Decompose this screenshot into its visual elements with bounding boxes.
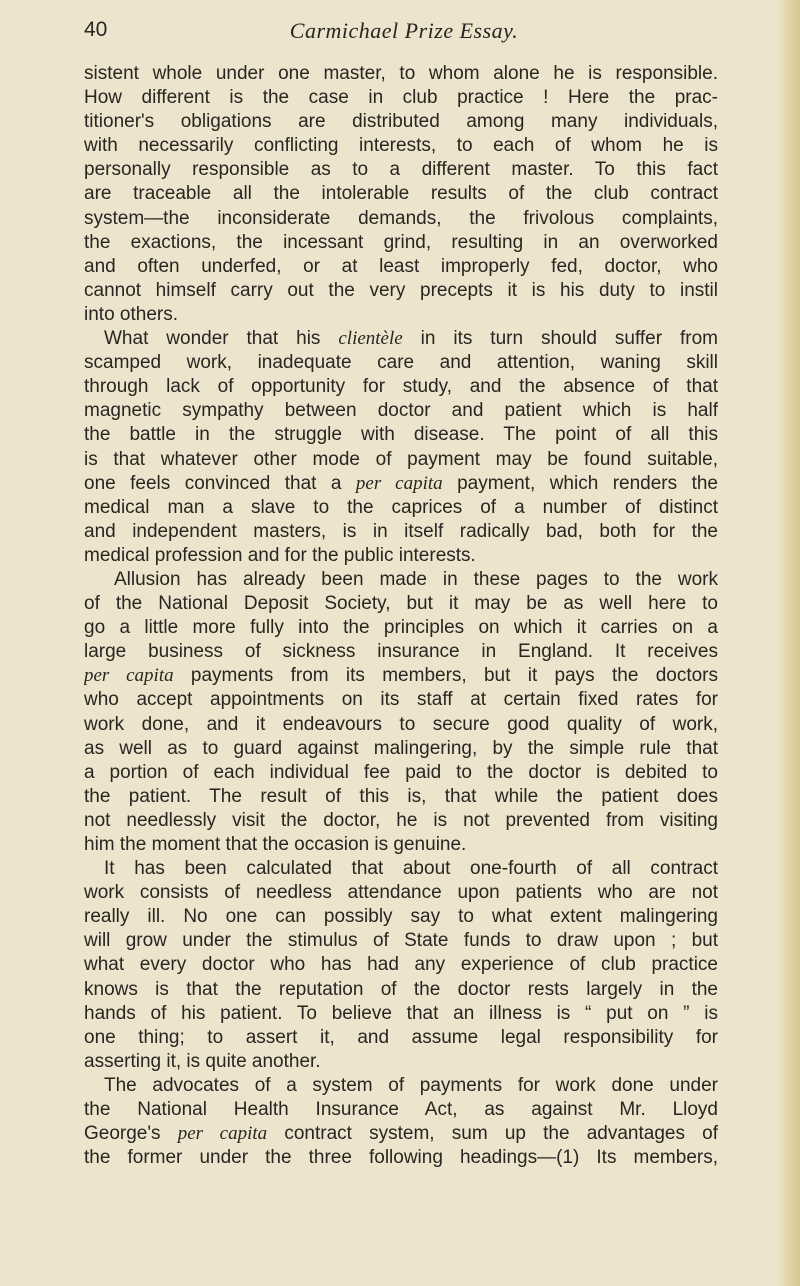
text-line: a portion of each individual fee paid to the doctor is debited to — [84, 761, 718, 783]
text-line: the battle in the struggle with disease. The point of all this — [84, 424, 718, 446]
text-line: Allusion has already been made in these pages to the work — [114, 568, 718, 590]
text-line: are traceable all the intolerable results of the club contract — [84, 183, 718, 205]
text-line: through lack of opportunity for study, and the absence of that — [84, 376, 718, 398]
text-line: not needlessly visit the doctor, he is not prevented from visiting — [84, 809, 718, 831]
text-line: will grow under the stimulus of State funds to draw upon ; but — [84, 930, 718, 952]
text-line: and often underfed, or at least improperly fed, doctor, who — [84, 255, 718, 277]
text-line: with necessarily conflicting interests, to each of whom he is — [84, 135, 718, 157]
text-line: medical profession and for the public interests. — [84, 544, 476, 566]
text-segment: in its turn should suffer from — [402, 328, 718, 350]
text-line: work consists of needless attendance upon patients who are not — [84, 882, 718, 904]
body-text — [84, 62, 718, 1170]
text-line: go a little more fully into the principles on which it carries on a — [84, 617, 718, 639]
text-line: him the moment that the occasion is genuine. — [84, 834, 467, 855]
text-line: one thing; to assert it, and assume legal responsibility for — [84, 1026, 718, 1048]
text-line: the patient. The result of this is, that while the patient does — [84, 785, 718, 807]
page-edge — [778, 0, 800, 1286]
text-line: is that whatever other mode of payment may be found suitable, — [84, 448, 718, 470]
text-line: system—the inconsiderate demands, the frivolous complaints, — [84, 207, 718, 229]
text-line — [84, 664, 718, 688]
text-line: into others. — [84, 303, 178, 325]
text-line: what every doctor who has had any experience of club practice — [84, 954, 718, 976]
text-segment: contract system, sum up the advantages of — [267, 1123, 718, 1145]
text-line: titioner's obligations are distributed among many individuals, — [84, 111, 718, 133]
italic-phrase: clientèle — [338, 328, 403, 350]
running-title: Carmichael Prize Essay. — [289, 18, 519, 43]
text-line: It has been calculated that about one-fourth of all contract — [104, 858, 718, 880]
text-line: asserting it, is quite another. — [84, 1050, 321, 1072]
text-line: really ill. No one can possibly say to what extent malingering — [84, 906, 718, 928]
text-line: sistent whole under one master, to whom alone he is responsible. — [84, 63, 718, 84]
text-line: medical man a slave to the caprices of a number of distinct — [84, 496, 718, 518]
text-line: scamped work, inadequate care and attention, waning skill — [84, 352, 718, 374]
text-segment: one feels convinced that a — [84, 472, 356, 494]
text-line: magnetic sympathy between doctor and patient which is half — [84, 400, 718, 422]
italic-phrase: per capita — [177, 1123, 268, 1145]
text-line: knows is that the reputation of the doctor rests largely in the — [84, 978, 718, 1000]
text-line: who accept appointments on its staff at certain fixed rates for — [84, 689, 718, 711]
text-segment: George's — [84, 1123, 178, 1145]
text-segment: payments from its members, but it pays the doctors — [173, 665, 718, 687]
text-line: the exactions, the incessant grind, resulting in an overworked — [84, 231, 718, 253]
text-line — [84, 1122, 718, 1146]
text-line — [84, 472, 718, 496]
text-segment: payment, which renders the — [442, 472, 718, 494]
text-segment: What wonder that his — [104, 328, 339, 350]
text-line: as well as to guard against malingering, by the simple rule that — [84, 737, 718, 759]
text-line: of the National Deposit Society, but it may be as well here to — [84, 593, 718, 615]
italic-phrase: per capita — [84, 665, 174, 687]
text-line: large business of sickness insurance in England. It receives — [84, 641, 718, 663]
text-line: personally responsible as to a different master. To this fact — [84, 159, 718, 181]
text-line: cannot himself carry out the very precepts it is his duty to instil — [84, 279, 718, 301]
text-line: the National Health Insurance Act, as against Mr. Lloyd — [84, 1099, 718, 1121]
text-line: How different is the case in club practice ! Here the prac- — [84, 87, 718, 109]
text-line — [84, 327, 718, 351]
text-line: The advocates of a system of payments for work done under — [104, 1074, 718, 1096]
text-line: and independent masters, is in itself radically bad, both for the — [84, 520, 718, 542]
italic-phrase: per capita — [355, 472, 443, 494]
text-line: the former under the three following headings—(1) Its members, — [84, 1147, 718, 1169]
text-line: work done, and it endeavours to secure good quality of work, — [84, 713, 718, 735]
page-number: 40 — [84, 18, 108, 41]
page-header — [84, 18, 724, 52]
text-line: hands of his patient. To believe that an illness is “ put on ” is — [84, 1002, 718, 1024]
